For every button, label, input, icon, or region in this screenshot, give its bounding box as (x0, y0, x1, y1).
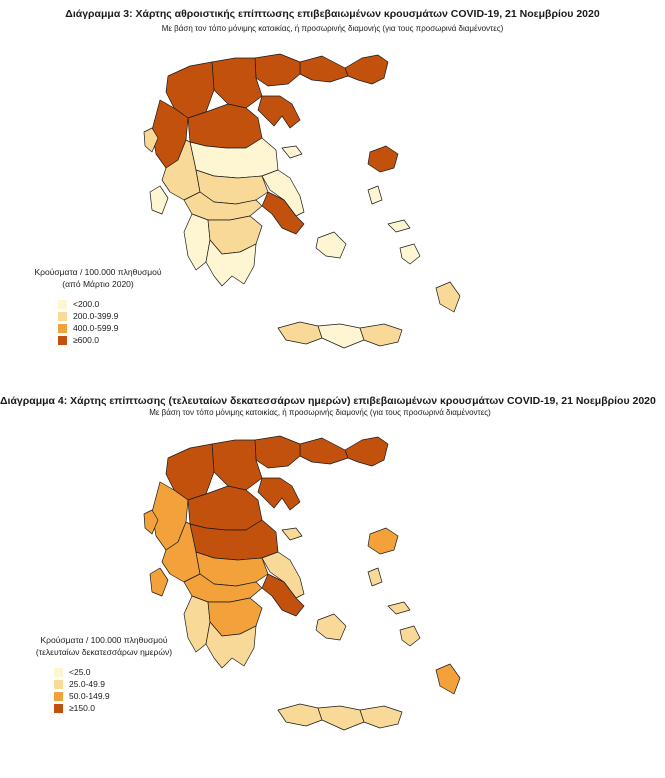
region-crete-west (278, 322, 322, 344)
region-crete-west (278, 704, 322, 726)
legend-item (54, 666, 194, 678)
map-subtitle: Με βάση τον τόπο μόνιμης κατοικίας, ή προσωρινής διαμονής (για τους προσωρινά διαμένοντες) (149, 408, 491, 417)
legend-swatch (58, 336, 67, 345)
region-dodecanese (400, 626, 420, 646)
legend-item (54, 702, 194, 714)
map-legend (14, 634, 194, 714)
legend-title: Κρούσματα / 100.000 πληθυσμού (34, 267, 162, 277)
region-crete-central (318, 706, 364, 730)
map-title: Διάγραμμα 3: Χάρτης αθροιστικής επίπτωσης επιβεβαιωμένων κρουσμάτων COVID-19, 21 Νοεμβρίου 2020 (65, 8, 600, 20)
legend-item (58, 298, 178, 310)
region-thrace-east (345, 55, 388, 84)
map-title: Διάγραμμα 4: Χάρτης επίπτωσης (τελευταίων δεκατεσσάρων ημερών) επιβεβαιωμένων κρουσμάτων COVID-19, 21 Νοεμβρίου 2020 (0, 395, 656, 407)
region-cyclades (316, 614, 346, 640)
legend-swatch (54, 680, 63, 689)
region-thrace-mid (300, 56, 348, 82)
legend-swatch (54, 704, 63, 713)
region-crete-east (360, 324, 402, 346)
region-macedonia-central (212, 58, 262, 108)
region-lesvos (368, 146, 398, 172)
legend-item (58, 334, 178, 346)
legend-swatch (58, 324, 67, 333)
legend-swatch (58, 300, 67, 309)
region-ionian-islands (150, 568, 168, 596)
region-thrace-east (345, 437, 388, 466)
region-ionian-islands (150, 186, 168, 214)
region-chios (368, 568, 382, 586)
map-panel-cumulative (0, 0, 665, 385)
legend-subtitle: (από Μάρτιο 2020) (62, 279, 134, 289)
region-chalkidiki (258, 96, 300, 128)
greece-map-14day (0, 388, 665, 778)
region-macedonia-east (255, 54, 300, 86)
region-rhodes (436, 282, 460, 312)
region-macedonia-central (212, 440, 262, 490)
legend-title: Κρούσματα / 100.000 πληθυσμού (40, 635, 168, 645)
legend-item (54, 690, 194, 702)
legend-item (58, 322, 178, 334)
legend-label: 50.0-149.9 (69, 691, 110, 701)
legend-swatch (58, 312, 67, 321)
legend-label: 200.0-399.9 (73, 311, 119, 321)
legend-label: <25.0 (69, 667, 91, 677)
region-crete-central (318, 324, 364, 348)
map-subtitle: Με βάση τον τόπο μόνιμης κατοικίας, ή προσωρινής διαμονής (για τους προσωρινά διαμένοντες) (161, 24, 504, 33)
region-chalkidiki (258, 478, 300, 510)
region-sporades (282, 146, 302, 158)
region-chios (368, 186, 382, 204)
region-crete-east (360, 706, 402, 728)
region-samos (388, 220, 410, 232)
legend-subtitle: (τελευταίων δεκατεσσάρων ημερών) (35, 647, 173, 657)
legend-label: 400.0-599.9 (73, 323, 119, 333)
region-lesvos (368, 528, 398, 554)
legend-label: ≥600.0 (73, 335, 99, 345)
region-dodecanese (400, 244, 420, 264)
legend-item (54, 678, 194, 690)
region-sporades (282, 528, 302, 540)
legend-item (58, 310, 178, 322)
region-rhodes (436, 664, 460, 694)
legend-label: ≥150.0 (69, 703, 95, 713)
legend-swatch (54, 692, 63, 701)
map-panel-14day (0, 388, 665, 778)
map-legend (18, 266, 178, 346)
region-samos (388, 602, 410, 614)
region-cyclades (316, 232, 346, 258)
legend-label: <200.0 (73, 299, 100, 309)
legend-label: 25.0-49.9 (69, 679, 105, 689)
region-thrace-mid (300, 438, 348, 464)
region-macedonia-east (255, 436, 300, 468)
legend-swatch (54, 668, 63, 677)
